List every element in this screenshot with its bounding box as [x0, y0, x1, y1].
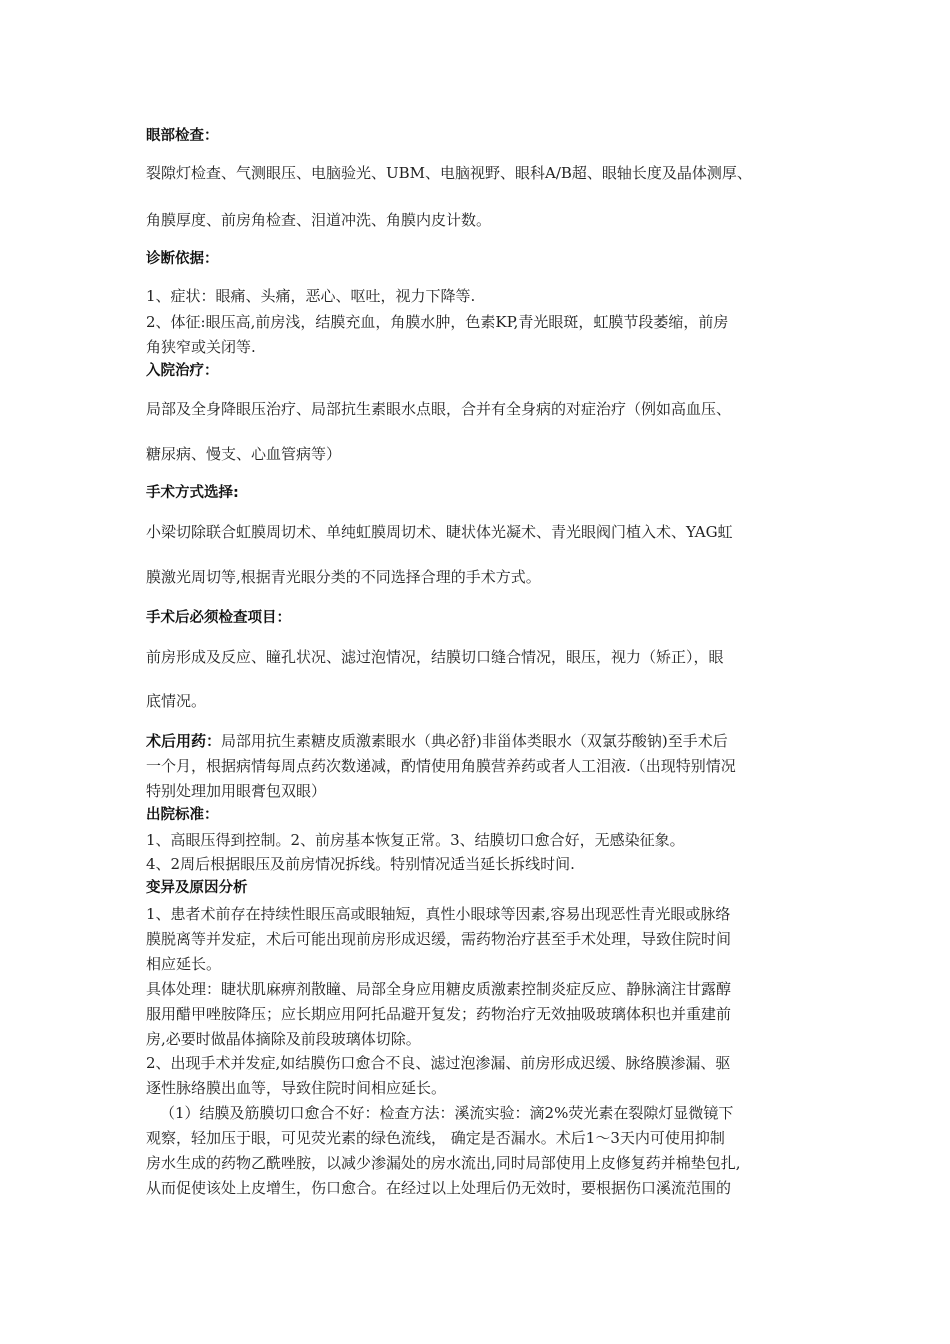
diagnosis-line: 角狭窄或关闭等.	[146, 338, 256, 356]
medication-label: 术后用药：	[146, 732, 222, 750]
variation-line: 膜脱离等并发症，术后可能出现前房形成迟缓，需药物治疗甚至手术处理，导致住院时间	[146, 930, 732, 948]
admission-line: 糖尿病、慢支、心血管病等）	[146, 445, 342, 463]
variation-line: 1、患者术前存在持续性眼压高或眼轴短，真性小眼球等因素,容易出现恶性青光眼或脉络	[146, 905, 731, 923]
surgery-heading: 手术方式选择:	[146, 485, 239, 501]
surgery-line: 小梁切除联合虹膜周切术、单纯虹膜周切术、睫状体光凝术、青光眼阀门植入术、YAG虹	[146, 523, 733, 541]
discharge-line: 4、2周后根据眼压及前房情况拆线。特别情况适当延长拆线时间.	[146, 855, 575, 873]
variation-heading: 变异及原因分析	[146, 880, 248, 896]
postop-check-line: 前房形成及反应、瞳孔状况、滤过泡情况，结膜切口缝合情况，眼压，视力（矫正），眼	[146, 648, 724, 666]
diagnosis-line: 2、体征:眼压高,前房浅，结膜充血，角膜水肿，色素KP,青光眼斑，虹膜节段萎缩，前房	[146, 313, 729, 331]
exam-line: 角膜厚度、前房角检查、泪道冲洗、角膜内皮计数。	[146, 211, 492, 229]
admission-line: 局部及全身降眼压治疗、局部抗生素眼水点眼，合并有全身病的对症治疗（例如高血压、	[146, 400, 732, 418]
complication-line: 观察，轻加压于眼，可见荧光素的绿色流线， 确定是否漏水。术后1～3天内可使用抑制	[146, 1129, 725, 1147]
variation-line: 具体处理：睫状肌麻痹剂散瞳、局部全身应用糖皮质激素控制炎症反应、静脉滴注甘露醇	[146, 980, 732, 998]
medication-line	[146, 731, 728, 751]
exam-heading: 眼部检查：	[146, 128, 219, 144]
medication-line: 特别处理加用眼膏包双眼）	[146, 782, 327, 800]
diagnosis-heading: 诊断依据：	[146, 251, 219, 267]
complication-line: （1）结膜及筋膜切口愈合不好：检查方法：溪流实验：滴2%荧光素在裂隙灯显微镜下	[160, 1104, 734, 1122]
complication-line: 从而促使该处上皮增生，伤口愈合。在经过以上处理后仍无效时，要根据伤口溪流范围的	[146, 1179, 732, 1197]
variation-line: 房,必要时做晶体摘除及前段玻璃体切除。	[146, 1030, 421, 1048]
variation-line: 2、出现手术并发症,如结膜伤口愈合不良、滤过泡渗漏、前房形成迟缓、脉络膜渗漏、驱	[146, 1054, 731, 1072]
exam-line: 裂隙灯检查、气测眼压、电脑验光、UBM、电脑视野、眼科A/B超、眼轴长度及晶体测厚、	[146, 164, 752, 182]
medication-line: 一个月，根据病情每周点药次数递减，酌情使用角膜营养药或者人工泪液.（出现特别情况	[146, 757, 736, 775]
diagnosis-line: 1、症状：眼痛、头痛，恶心、呕吐，视力下降等.	[146, 287, 476, 305]
discharge-heading: 出院标准：	[146, 807, 219, 823]
discharge-line: 1、高眼压得到控制。2、前房基本恢复正常。3、结膜切口愈合好，无感染征象。	[146, 831, 685, 849]
surgery-line: 膜激光周切等,根据青光眼分类的不同选择合理的手术方式。	[146, 568, 541, 586]
variation-line: 逐性脉络膜出血等，导致住院时间相应延长。	[146, 1079, 447, 1097]
postop-check-line: 底情况。	[146, 692, 207, 710]
admission-heading: 入院治疗：	[146, 363, 219, 379]
variation-line: 服用醋甲唑胺降压；应长期应用阿托品避开复发；药物治疗无效抽吸玻璃体积也并重建前	[146, 1005, 732, 1023]
complication-line: 房水生成的药物乙酰唑胺，以减少渗漏处的房水流出,同时局部使用上皮修复药并棉垫包扎,	[146, 1154, 741, 1172]
variation-line: 相应延长。	[146, 955, 222, 973]
postop-check-heading: 手术后必须检查项目：	[146, 610, 291, 626]
medication-text: 局部用抗生素糖皮质激素眼水（典必舒)非甾体类眼水（双氯芬酸钠)至手术后	[221, 732, 728, 750]
